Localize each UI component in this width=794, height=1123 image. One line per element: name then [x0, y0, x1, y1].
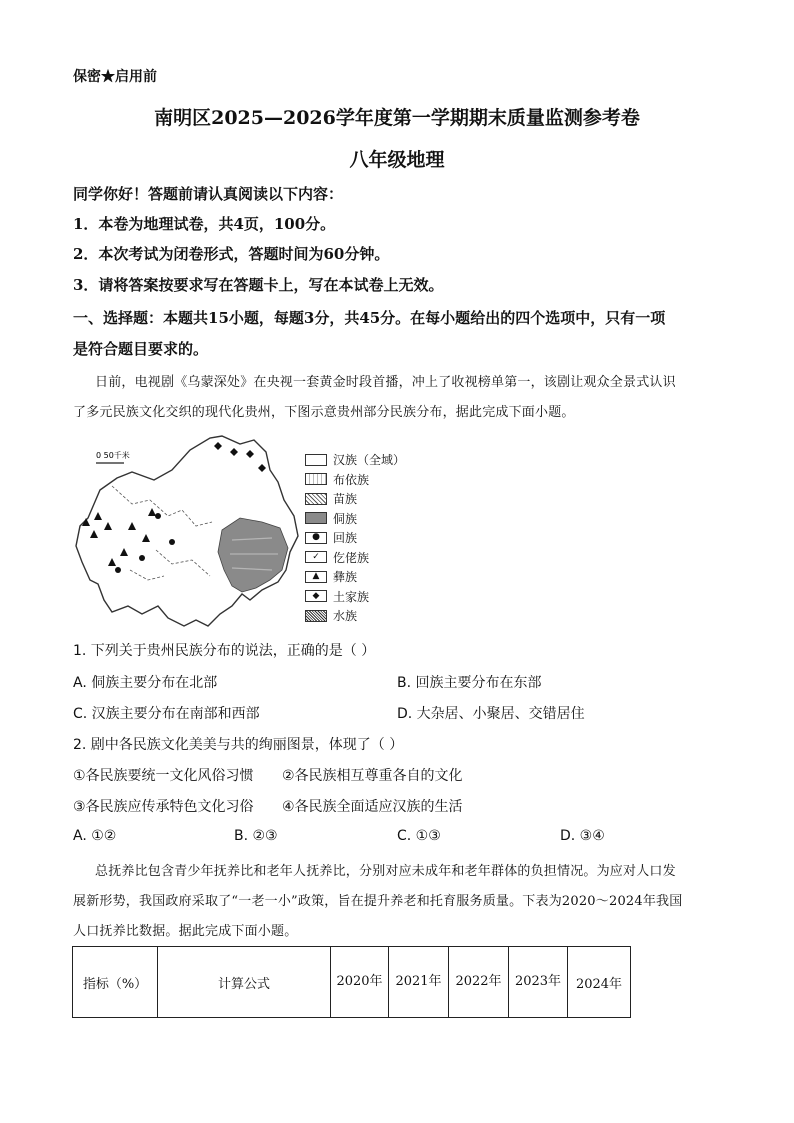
- table-header-cell: 指标（%）: [73, 947, 158, 1018]
- q2-option-c[interactable]: C. ①③: [397, 828, 441, 844]
- material-text: 人口抚养比数据。据此完成下面小题。: [73, 924, 298, 939]
- q1-option-a[interactable]: A. 侗族主要分布在北部: [73, 675, 218, 691]
- confidential-label: 保密★启用前: [73, 69, 157, 85]
- legend-item: 布依族: [305, 470, 425, 490]
- question-1-stem: 1. 下列关于贵州民族分布的说法，正确的是（ ）: [73, 643, 376, 659]
- material-text: 日前，电视剧《乌蒙深处》在央视一套黄金时段首播，冲上了收视榜单第一，该剧让观众全景式认识: [95, 375, 676, 390]
- section-heading-cont: 是符合题目要求的。: [73, 340, 209, 358]
- legend-item: 苗族: [305, 489, 425, 509]
- question-2-stem: 2. 剧中各民族文化美美与共的绚丽图景，体现了（ ）: [73, 737, 404, 753]
- legend-item: ◆ 土家族: [305, 587, 425, 607]
- notice-intro: 同学你好！答题前请认真阅读以下内容：: [73, 185, 344, 203]
- triangle-icon: ▲: [305, 571, 327, 583]
- table-header-cell: 2020年: [331, 947, 389, 1018]
- dense-gray-swatch-icon: [305, 512, 327, 524]
- q1-option-b[interactable]: B. 回族主要分布在东部: [397, 675, 542, 691]
- legend-item: 水族: [305, 606, 425, 626]
- material-text: 了多元民族文化交织的现代化贵州，下图示意贵州部分民族分布，据此完成下面小题。: [73, 405, 575, 420]
- material-text: 展新形势，我国政府采取了“一老一小”政策，旨在提升养老和托育服务质量。下表为2020～2024年我国: [73, 894, 683, 909]
- cross-hatch-swatch-icon: [305, 610, 327, 622]
- table-header-cell: 2022年: [449, 947, 509, 1018]
- notice-item: 2．本次考试为闭卷形式，答题时间为60分钟。: [73, 245, 390, 263]
- dependency-ratio-table: [72, 946, 631, 1018]
- q2-option-d[interactable]: D. ③④: [560, 828, 605, 844]
- exam-title: 南明区2025—2026学年度第一学期期末质量监测参考卷: [154, 107, 640, 129]
- scale-label: 0 50千米: [96, 451, 130, 460]
- q2-option-a[interactable]: A. ①②: [73, 828, 117, 844]
- legend-item: 汉族（全域）: [305, 450, 425, 470]
- diamond-icon: ◆: [305, 590, 327, 602]
- hatch-swatch-icon: [305, 473, 327, 485]
- legend-item: ▲ 彝族: [305, 567, 425, 587]
- circle-dot-icon: ●: [305, 532, 327, 544]
- notice-item: 1．本卷为地理试卷，共4页，100分。: [73, 215, 336, 233]
- q2-option-b[interactable]: B. ②③: [234, 828, 278, 844]
- q2-statement: ④各民族全面适应汉族的生活: [282, 799, 463, 815]
- table-header-cell: 2023年: [509, 947, 568, 1018]
- legend-item: 侗族: [305, 509, 425, 529]
- blank-swatch-icon: [305, 454, 327, 466]
- legend-item: ✓ 仡佬族: [305, 548, 425, 568]
- section-heading: 一、选择题：本题共15小题，每题3分，共45分。在每小题给出的四个选项中，只有一项: [73, 309, 666, 327]
- guizhou-ethnic-map: [72, 430, 304, 630]
- table-header-cell: 2024年: [568, 947, 631, 1018]
- material-text: 总抚养比包含青少年抚养比和老年人抚养比，分别对应未成年和老年群体的负担情况。为应对人口发: [95, 864, 676, 879]
- map-legend: [305, 450, 425, 626]
- checkmark-icon: ✓: [305, 551, 327, 563]
- q2-statement: ①各民族要统一文化风俗习惯: [73, 768, 254, 784]
- subject-title: 八年级地理: [349, 149, 445, 171]
- q2-statement: ②各民族相互尊重各自的文化: [282, 768, 463, 784]
- q1-option-d[interactable]: D. 大杂居、小聚居、交错居住: [397, 706, 585, 722]
- table-header-row: [73, 947, 631, 1018]
- diagonal-swatch-icon: [305, 493, 327, 505]
- q2-statement: ③各民族应传承特色文化习俗: [73, 799, 254, 815]
- notice-item: 3．请将答案按要求写在答题卡上，写在本试卷上无效。: [73, 276, 444, 294]
- table-header-cell: 计算公式: [158, 947, 331, 1018]
- legend-item: ● 回族: [305, 528, 425, 548]
- q1-option-c[interactable]: C. 汉族主要分布在南部和西部: [73, 706, 260, 722]
- table-header-cell: 2021年: [389, 947, 449, 1018]
